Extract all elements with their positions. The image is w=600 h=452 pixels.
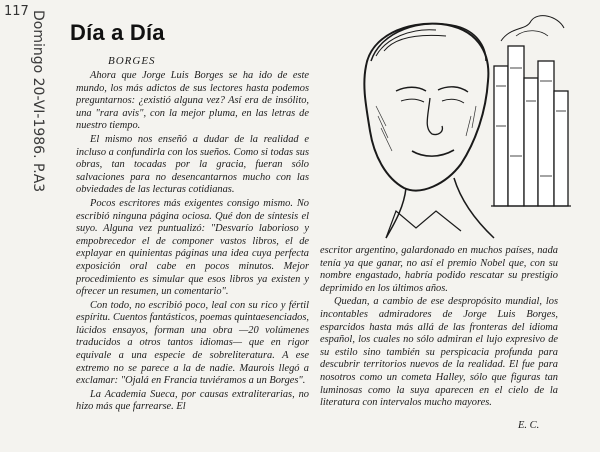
text-column-left	[76, 70, 309, 442]
column-title: Día a Día	[70, 20, 165, 45]
paragraph: Con todo, no escribió poco, leal con su rico y fértil espíritu. Cuentos fantásticos, poemas quintaesenciados, lúcidos ensayos, forman una obra —20 volúmenes traducidos a otros tantos idiomas— que en rigor equivale a una especie de sobreliteratura. A ese extremo no se parece a la de nadie. Maurois llegó a exclamar: "Ojalá en Francia tuviéramos a un Borges".	[76, 299, 309, 387]
article-subhead: BORGES	[108, 55, 156, 67]
handwritten-margin-note	[30, 10, 50, 446]
paragraph: Quedan, a cambio de ese despropósito mundial, los incontables admiradores de Jorge Luis Borges, esparcidos hasta más allá de las fronteras del idioma español, los cuales no sólo admiran el lujo expresivo de su estilo sino también su perspicacia profunda para descubrir territorios nuevos de la realidad. El fue para nosotros como un cometa Halley, sólo que figuras tan luminosas como la suya aparecen en el cielo de la literatura con intervalos mucho mayores.	[320, 296, 558, 409]
author-signature: E. C.	[518, 420, 540, 431]
text-column-right	[320, 245, 558, 425]
paragraph: El mismo nos enseñó a dudar de la realidad e incluso a confundirla con los sueños. Como si todas sus obras, tan tocadas por la gracia, fueran sólo salvaciones para no desencantarnos mucho con las obviedades de las lecturas cotidianas.	[76, 133, 309, 196]
paragraph: Ahora que Jorge Luis Borges se ha ido de este mundo, los más adictos de sus lectores hasta podemos preguntarnos: ¿existió alguna vez? Así era de insólito, una "rara avis", con la mejor pluma, en las letras de nuestro tiempo.	[76, 70, 309, 132]
paragraph: escritor argentino, galardonado en muchos países, nada tenía ya que ganar, no así el premio Nobel que, con su nombre engastado, habría podido rescatar su prestigio deprimido en los últimos años.	[320, 245, 558, 294]
paragraph: Pocos escritores más exigentes consigo mismo. No escribió ninguna página ociosa. Qué don de síntesis el suyo. Alguna vez puntualizó: "Desvarío laborioso y empobrecedor el de componer vastos libros, el de explayar en quinientas páginas una idea cuya perfecta exposición oral cabe en pocos minutos. Mejor procedimiento es simular que esos libros ya existen y ofrecer un resumen, un comentario".	[76, 197, 309, 298]
paragraph: La Academia Sueca, por causas extraliterarias, no hizo más que farrearse. El	[76, 388, 309, 413]
handwritten-date: Domingo 20-VI-1986. P.A3	[30, 10, 46, 193]
handwritten-number: 117	[4, 4, 29, 19]
borges-caricature-icon	[326, 6, 576, 242]
